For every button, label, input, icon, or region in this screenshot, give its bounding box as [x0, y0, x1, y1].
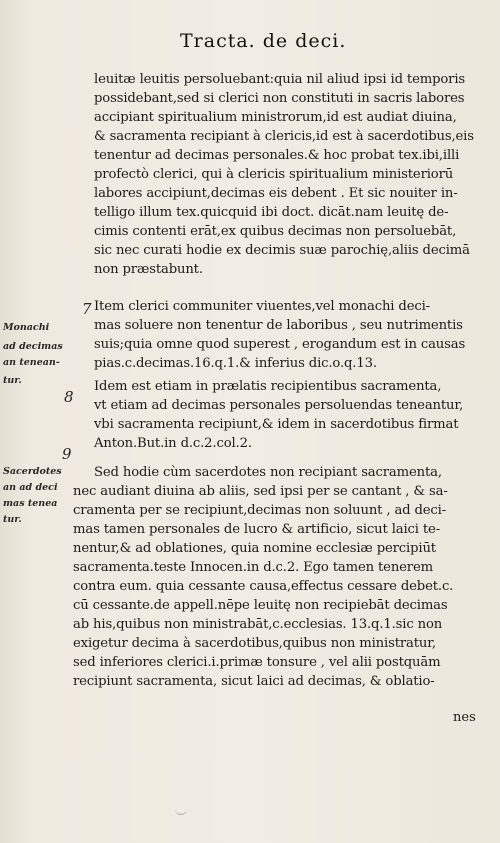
- text-line: suis;quia omne quod superest , erogandum est in causas: [94, 337, 466, 352]
- text-line: mas tamen personales de lucro & artificio, sicut laici te-: [73, 522, 440, 537]
- text-line: contra eum. quia cessante causa,effectus cessare debet.c.: [73, 579, 454, 594]
- text-line: cimis contenti erāt,ex quibus decimas non persoluebāt,: [94, 224, 457, 239]
- margin-note-ad-decimas: ad decimas: [3, 341, 63, 352]
- text-line: labores accipiunt,decimas eis debent . Et sic nouiter in-: [94, 186, 458, 201]
- ink-mark: [175, 808, 187, 815]
- text-line: non præstabunt.: [94, 262, 203, 277]
- margin-note-mas-tenea: mas tenea: [3, 498, 58, 509]
- text-line: vbi sacramenta recipiunt,& idem in sacerdotibus firmat: [94, 417, 459, 432]
- text-line: pias.c.decimas.16.q.1.& inferius dic.o.q.13.: [94, 356, 377, 371]
- running-header: Tracta. de deci.: [180, 30, 347, 52]
- text-line: cū cessante.de appell.nēpe leuitę non recipiebāt decimas: [73, 598, 448, 613]
- text-line: sed inferiores clerici.i.primæ tonsure , vel alii postquām: [73, 655, 441, 670]
- text-line: possidebant,sed si clerici non constituti in sacris labores: [94, 91, 465, 106]
- text-line: accipiant spiritualium ministrorum,id est audiat diuina,: [94, 110, 457, 125]
- paragraph-number: 8: [64, 388, 74, 406]
- margin-note-sacerdotes: Sacerdotes: [3, 466, 62, 477]
- text-line: sacramenta.teste Innocen.in d.c.2. Ego tamen tenerem: [73, 560, 433, 575]
- text-line: Anton.But.in d.c.2.col.2.: [94, 436, 252, 451]
- text-line: ab his,quibus non ministrabāt,c.ecclesias. 13.q.1.sic non: [73, 617, 443, 632]
- text-line: tenentur ad decimas personales.& hoc probat tex.ibi,illi: [94, 148, 460, 163]
- margin-note-tur-2: tur.: [3, 514, 22, 525]
- text-line: recipiunt sacramenta, sicut laici ad decimas, & oblatio-: [73, 674, 435, 689]
- text-line: vt etiam ad decimas personales persoluendas teneantur,: [94, 398, 464, 413]
- text-line: cramenta per se recipiunt,decimas non soluunt , ad deci-: [73, 503, 447, 518]
- text-line: exigetur decima à sacerdotibus,quibus non ministratur,: [73, 636, 436, 651]
- text-line: Sed hodie cùm sacerdotes non recipiant sacramenta,: [94, 465, 442, 480]
- paragraph-number: 7: [82, 300, 92, 318]
- margin-note-tur: tur.: [3, 375, 22, 386]
- text-line: telligo illum tex.quicquid ibi doct. dicāt.nam leuitę de-: [94, 205, 449, 220]
- text-line: Item clerici communiter viuentes,vel monachi deci-: [94, 299, 430, 314]
- text-line: nec audiant diuina ab aliis, sed ipsi per se cantant , & sa-: [73, 484, 448, 499]
- margin-note-an-ad-deci: an ad deci: [3, 482, 58, 493]
- text-line: Idem est etiam in prælatis recipientibus sacramenta,: [94, 379, 442, 394]
- text-line: & sacramenta recipiant à clericis,id est à sacerdotibus,eis: [94, 129, 474, 144]
- text-line: mas soluere non tenentur de laboribus , seu nutrimentis: [94, 318, 463, 333]
- paragraph-number: 9: [62, 445, 72, 463]
- text-line: leuitæ leuitis persoluebant:quia nil aliud ipsi id temporis: [94, 72, 466, 87]
- text-line: sic nec curati hodie ex decimis suæ parochię,aliis decimā: [94, 243, 470, 258]
- text-line: profectò clerici, qui à clericis spiritualium ministeriorū: [94, 167, 454, 182]
- text-line: nentur,& ad oblationes, quia nomine ecclesiæ percipiūt: [73, 541, 436, 556]
- catchword: nes: [453, 710, 476, 725]
- margin-note-an-tenean: an tenean-: [3, 357, 60, 368]
- margin-note-monachi: Monachi: [3, 322, 50, 333]
